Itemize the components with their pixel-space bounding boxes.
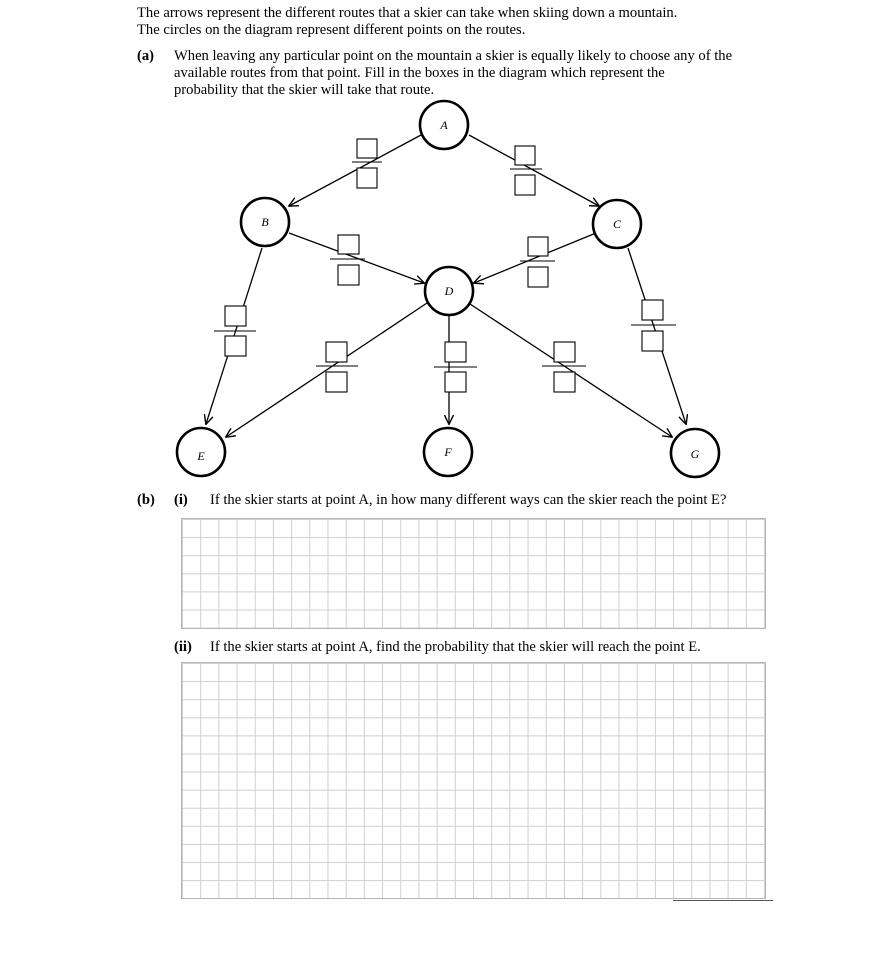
fraction-box-d-e[interactable] — [316, 342, 358, 392]
route-d-to-g — [470, 304, 672, 437]
part-a-line-3: probability that the skier will take that route. — [174, 82, 435, 98]
part-b-i-question: If the skier starts at point A, in how many different ways can the skier reach the point E? — [210, 492, 727, 508]
part-b-i-label: (i) — [174, 492, 188, 508]
answer-grid-b-ii[interactable] — [181, 662, 766, 899]
part-a-label: (a) — [137, 48, 155, 64]
node-e-label: E — [197, 449, 205, 463]
part-a-line-1: When leaving any particular point on the mountain a skier is equally likely to choose any of the — [174, 48, 733, 64]
answer-grid-b-i[interactable] — [181, 518, 766, 629]
node-b-label: B — [261, 215, 269, 229]
node-a-label: A — [440, 118, 448, 132]
part-b-ii-question: If the skier starts at point A, find the probability that the skier will reach the point E. — [210, 639, 701, 655]
fraction-box-a-c[interactable] — [510, 146, 542, 195]
part-b-label: (b) — [137, 492, 155, 508]
node-c-label: C — [612, 217, 622, 231]
fraction-box-d-g[interactable] — [542, 342, 586, 392]
node-f-label: F — [444, 445, 452, 459]
fraction-box-c-g[interactable] — [631, 300, 676, 351]
route-a-to-b — [289, 135, 421, 206]
fraction-box-b-d[interactable] — [330, 235, 365, 285]
node-g-label: G — [690, 447, 700, 461]
part-b-ii-label: (ii) — [174, 639, 192, 655]
route-d-to-e — [226, 303, 427, 437]
fraction-box-d-f[interactable] — [434, 342, 477, 392]
node-d-label: D — [444, 284, 454, 298]
part-a-line-2: available routes from that point. Fill in the boxes in the diagram which represent the — [174, 65, 665, 81]
fraction-box-b-e[interactable] — [214, 306, 256, 356]
intro-line-1: The arrows represent the different routes that a skier can take when skiing down a mountain. — [137, 5, 678, 21]
answer-line — [673, 900, 773, 901]
intro-line-2: The circles on the diagram represent different points on the routes. — [137, 22, 526, 38]
